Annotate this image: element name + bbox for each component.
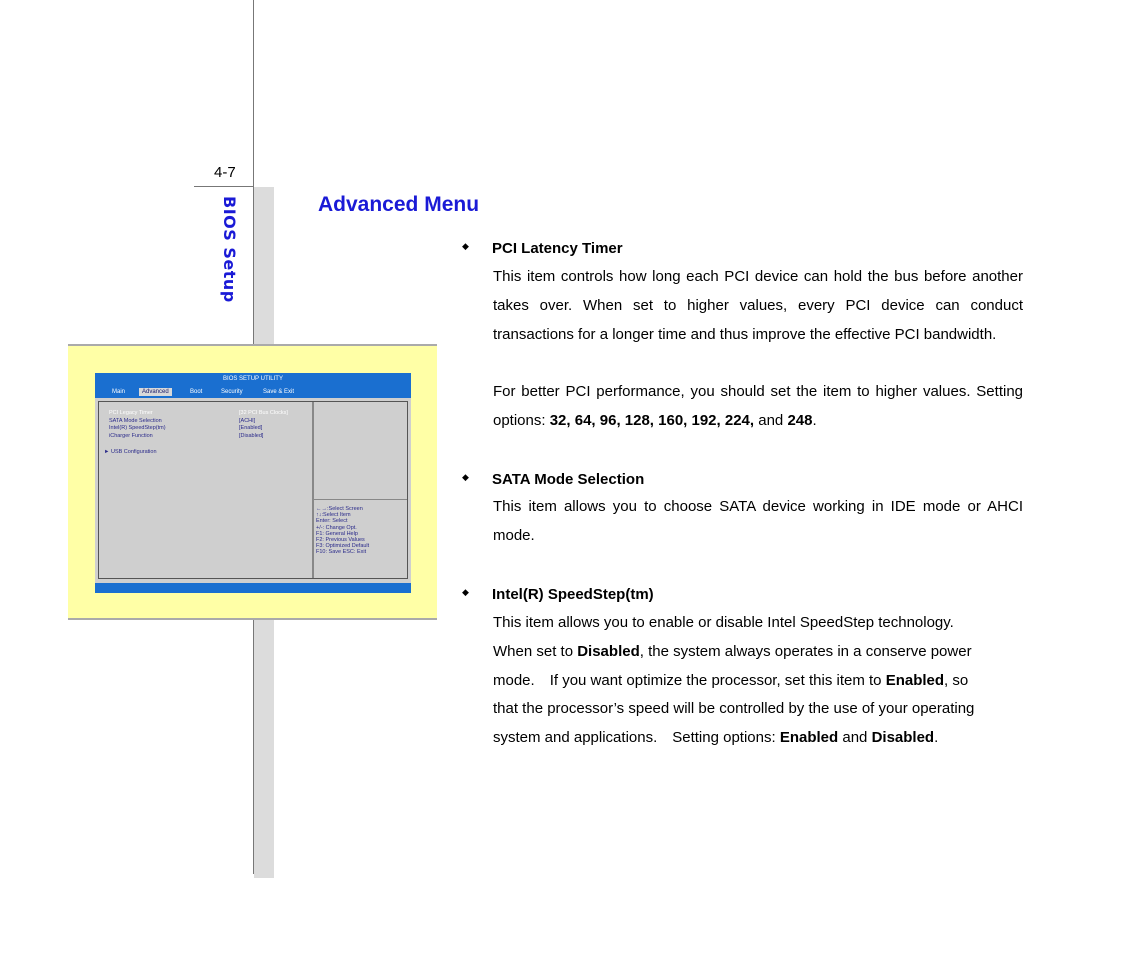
bold-text: Enabled bbox=[885, 671, 945, 689]
bios-row-label: PCI Legacy Timer bbox=[109, 410, 153, 416]
text-span: , the system always operates in a conserve power bbox=[639, 642, 972, 660]
bios-row-value: [32 PCI Bus Clocks] bbox=[239, 410, 288, 416]
bios-help-text bbox=[316, 506, 369, 556]
item-title-pci-latency: PCI Latency Timer bbox=[492, 240, 623, 257]
paragraph-speedstep bbox=[493, 609, 1023, 753]
bios-tab-main: Main bbox=[112, 389, 126, 395]
item-title-sata-mode: SATA Mode Selection bbox=[492, 471, 645, 488]
bios-tab-save-exit: Save & Exit bbox=[263, 389, 295, 395]
page-number: 4-7 bbox=[214, 164, 236, 181]
text-span: . bbox=[812, 411, 817, 429]
bios-help-line: F3: Optimized Default bbox=[316, 543, 370, 550]
text-span: When set to bbox=[493, 642, 578, 660]
bios-row-label: iCharger Function bbox=[109, 433, 153, 439]
text-span: system and applications. Setting options: bbox=[493, 729, 780, 747]
bios-tab-advanced: Advanced bbox=[139, 388, 172, 396]
text-line: that the processor’s speed will be controlled by the use of your operating bbox=[493, 700, 975, 718]
text-span: and bbox=[754, 411, 788, 429]
bios-help-line: ←→:Select Screen bbox=[316, 506, 363, 512]
bold-text: 32, 64, 96, 128, 160, 192, 224, bbox=[549, 411, 755, 429]
bios-screenshot bbox=[95, 373, 411, 593]
paragraph-sata-mode: This item allows you to choose SATA device working in IDE mode or AHCI mode. bbox=[493, 498, 1023, 544]
bios-row-value: [ACHI] bbox=[239, 418, 256, 424]
bios-title: BIOS SETUP UTILITY bbox=[223, 376, 283, 382]
paragraph-pci-latency-2 bbox=[493, 378, 1023, 436]
bios-tab-boot: Boot bbox=[190, 389, 203, 395]
bios-submenu-usb: ► USB Configuration bbox=[104, 449, 157, 455]
text-span: , so bbox=[944, 671, 969, 689]
bios-help-line: +/-: Change Opt. bbox=[316, 524, 357, 531]
text-line bbox=[493, 724, 1023, 753]
bios-help-line: F2: Previous Values bbox=[316, 537, 365, 544]
text-span: and bbox=[838, 729, 872, 747]
text-line bbox=[493, 667, 1023, 696]
bios-row-label: Intel(R) SpeedStep(tm) bbox=[109, 425, 166, 431]
bold-text: 248 bbox=[787, 411, 813, 429]
bios-row-value: [Disabled] bbox=[239, 433, 264, 439]
bios-tab-security: Security bbox=[221, 389, 243, 395]
text-line: This item allows you to enable or disable Intel SpeedStep technology. bbox=[493, 614, 954, 631]
text-line bbox=[493, 638, 1023, 667]
page-number-rule bbox=[194, 186, 254, 187]
text-span: . bbox=[934, 729, 939, 747]
bios-help-line: F10: Save ESC: Exit bbox=[316, 549, 367, 556]
section-heading: Advanced Menu bbox=[318, 193, 480, 216]
bullet-icon: ◆ bbox=[462, 587, 469, 597]
bullet-icon: ◆ bbox=[462, 241, 469, 251]
bios-help-line: F1: General Help bbox=[316, 530, 358, 537]
bold-text: Disabled bbox=[871, 729, 935, 747]
bullet-icon: ◆ bbox=[462, 472, 469, 482]
text-span: For better PCI performance, you should set the item to higher values. Setting options: bbox=[493, 383, 1023, 429]
bios-horizontal-divider bbox=[314, 499, 407, 500]
bios-row-label: SATA Mode Selection bbox=[109, 418, 162, 424]
item-title-speedstep: Intel(R) SpeedStep(tm) bbox=[492, 586, 654, 603]
bios-vertical-divider bbox=[312, 402, 314, 578]
bios-panel bbox=[98, 401, 408, 579]
bios-help-line: ↑↓:Select Item bbox=[316, 512, 351, 519]
bios-bottom-bar bbox=[95, 583, 411, 593]
side-chapter-title: BIOS Setup bbox=[220, 196, 239, 303]
text-span: mode. If you want optimize the processor, set this item to bbox=[493, 671, 886, 689]
bold-text: Disabled bbox=[577, 642, 640, 660]
bios-row-value: [Enabled] bbox=[239, 425, 263, 431]
bold-text: Enabled bbox=[779, 729, 839, 747]
bios-titlebar bbox=[95, 373, 411, 398]
bios-help-line: Enter: Select bbox=[316, 518, 348, 525]
paragraph-pci-latency-1: This item controls how long each PCI device can hold the bus before another takes over. When set to higher values, every PCI device can conduct transactions for a longer time and thus improve the effective PCI bandwidth. bbox=[493, 268, 1023, 343]
